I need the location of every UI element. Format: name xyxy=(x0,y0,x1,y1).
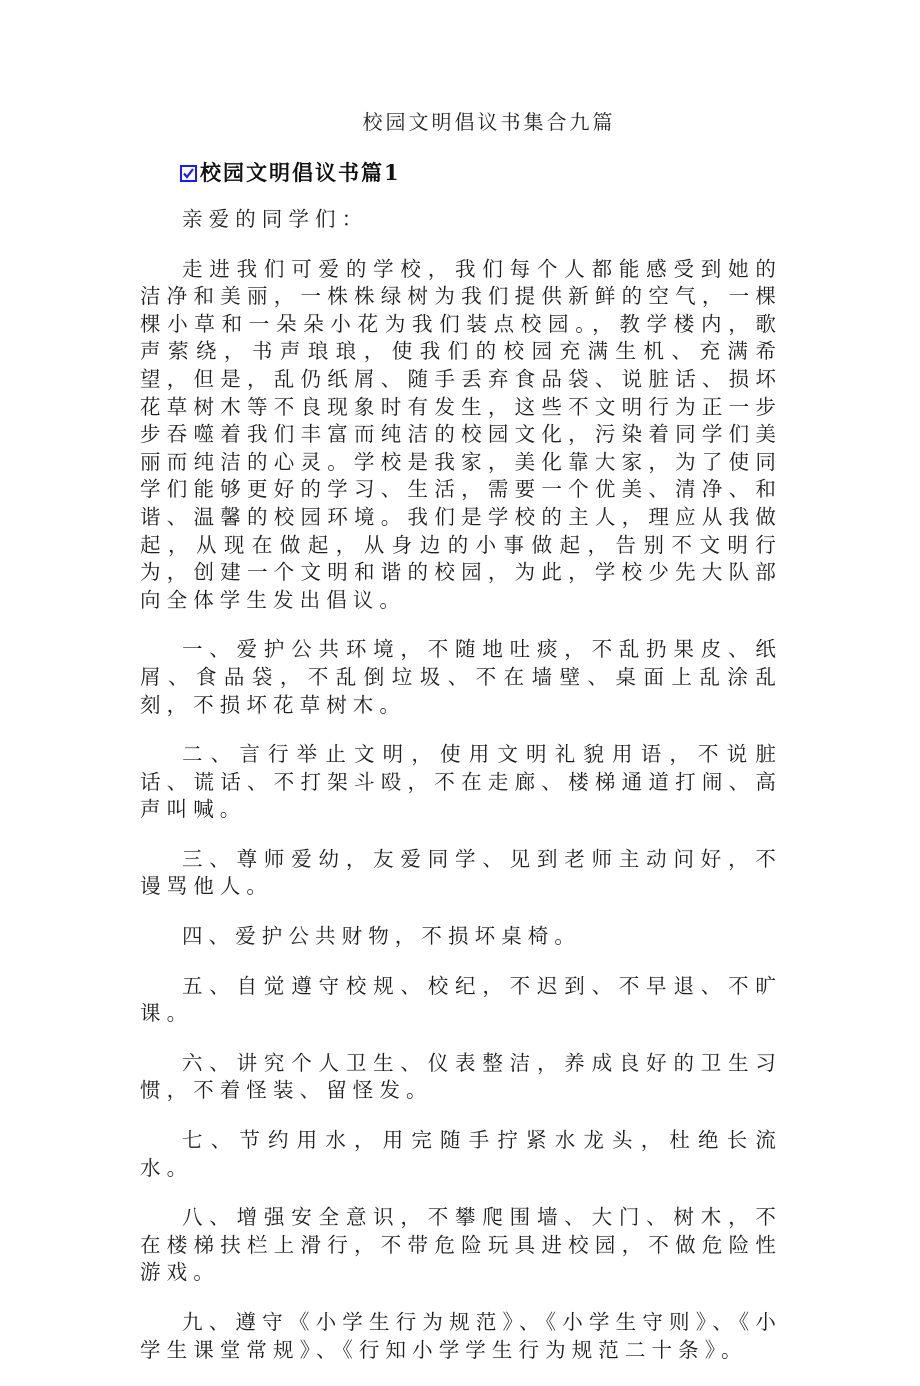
paragraph-intro: 走进我们可爱的学校，我们每个人都能感受到她的洁净和美丽，一株株绿树为我们提供新鲜的空气，一棵棵小草和一朵朵小花为我们装点校园。，教学楼内，歌声萦绕，书声琅琅，使我们的校园充满生机、充满希望，但是，乱仍纸屑、随手丢弃食品袋、说脏话、损坏花草树木等不良现象时有发生，这些不文明行为正一步步吞噬着我们丰富而纯洁的校园文化，污染着同学们美丽而纯洁的心灵。学校是我家，美化靠大家，为了使同学们能够更好的学习、生活，需要一个优美、清净、和谐、温馨的校园环境。我们是学校的主人，理应从我做起，从现在做起，从身边的小事做起，告别不文明行为，创建一个文明和谐的校园，为此，学校少先大队部向全体学生发出倡议。 xyxy=(140,256,782,612)
paragraph-item-6: 六、讲究个人卫生、仪表整洁，养成良好的卫生习惯，不着怪装、留怪发。 xyxy=(140,1050,782,1103)
document-body xyxy=(140,206,782,1386)
paragraph-item-1: 一、爱护公共环境，不随地吐痰，不乱扔果皮、纸屑、食品袋，不乱倒垃圾、不在墙壁、桌面上乱涂乱刻，不损坏花草树木。 xyxy=(140,637,782,717)
greeting: 亲爱的同学们： xyxy=(182,207,369,231)
paragraph-item-5: 五、自觉遵守校规、校纪，不迟到、不早退、不旷课。 xyxy=(140,973,782,1026)
paragraph-item-7: 七、节约用水，用完随手拧紧水龙头，杜绝长流水。 xyxy=(140,1128,782,1180)
checked-checkbox-icon xyxy=(180,165,197,182)
paragraph-item-3: 三、尊师爱幼，友爱同学、见到老师主动问好，不谩骂他人。 xyxy=(140,846,782,899)
document-title: 校园文明倡议书集合九篇 xyxy=(362,110,616,134)
paragraph-item-8: 八、增强安全意识，不攀爬围墙、大门、树木，不在楼梯扶栏上滑行，不带危险玩具进校园，不做危险性游戏。 xyxy=(140,1205,782,1285)
section-heading-text: 校园文明倡议书篇1 xyxy=(200,160,401,185)
paragraph-item-9: 九、遵守《小学生行为规范》、《小学生守则》、《小学生课堂常规》、《行知小学学生行为规范二十条》。 xyxy=(140,1310,782,1362)
paragraph-item-2: 二、言行举止文明，使用文明礼貌用语，不说脏话、谎话、不打架斗殴，不在走廊、楼梯通道打闹、高声叫喊。 xyxy=(140,742,782,822)
paragraph-item-4: 四、爱护公共财物，不损坏桌椅。 xyxy=(182,924,581,949)
section-heading xyxy=(180,158,401,188)
